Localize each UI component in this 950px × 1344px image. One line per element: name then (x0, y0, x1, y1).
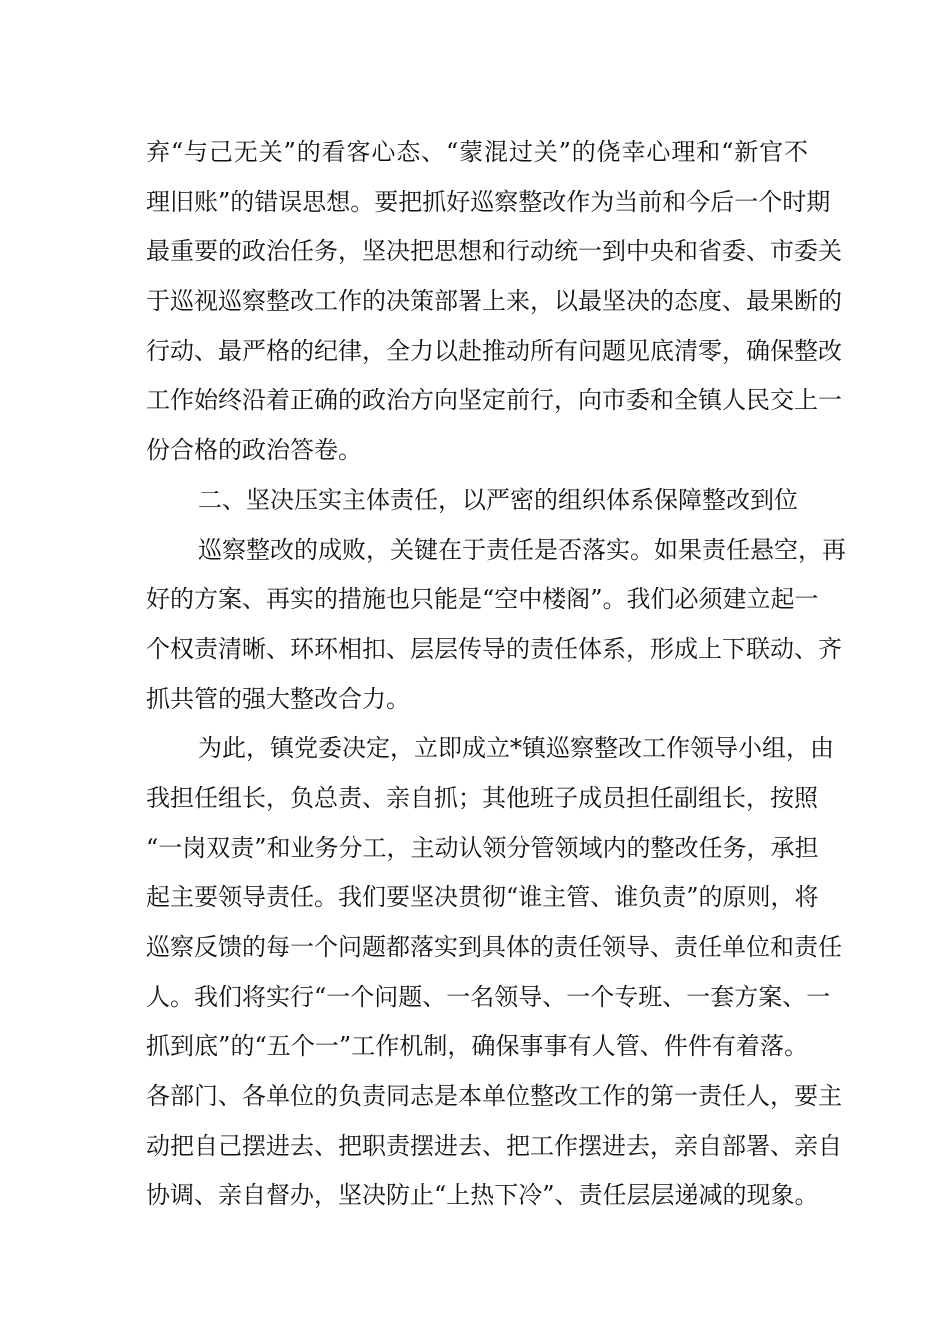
body-line: 巡察整改的成败，关键在于责任是否落实。如果责任悬空，再 (198, 535, 846, 564)
body-line: 起主要领导责任。我们要坚决贯彻“谁主管、谁负责”的原则，将 (146, 883, 819, 912)
body-line: 于巡视巡察整改工作的决策部署上来，以最坚决的态度、最果断的 (146, 287, 842, 316)
section-heading: 二、坚决压实主体责任，以严密的组织体系保障整改到位 (198, 485, 798, 514)
body-line: 抓到底”的“五个一”工作机制，确保事事有人管、件件有着落。 (146, 1032, 808, 1061)
body-line: 为此，镇党委决定，立即成立*镇巡察整改工作领导小组，由 (198, 734, 834, 763)
body-line: 个权责清晰、环环相扣、层层传导的责任体系，形成上下联动、齐 (146, 634, 842, 663)
body-line: 各部门、各单位的负责同志是本单位整改工作的第一责任人，要主 (146, 1082, 842, 1111)
body-line: 我担任组长，负总责、亲自抓；其他班子成员担任副组长，按照 (146, 783, 818, 812)
body-line: 人。我们将实行“一个问题、一名领导、一个专班、一套方案、一 (146, 982, 831, 1011)
body-line: 工作始终沿着正确的政治方向坚定前行，向市委和全镇人民交上一 (146, 386, 842, 415)
body-line: 弃“与己无关”的看客心态、“蒙混过关”的侥幸心理和“新官不 (146, 138, 808, 166)
body-line: 好的方案、再实的措施也只能是“空中楼阁”。我们必须建立起一 (146, 585, 819, 614)
document-body (146, 128, 846, 1221)
body-line: “一岗双责”和业务分工，主动认领分管领域内的整改任务，承担 (146, 833, 819, 862)
body-line: 份合格的政治答卷。 (146, 436, 362, 465)
body-line: 行动、最严格的纪律，全力以赴推动所有问题见底清零，确保整改 (146, 336, 842, 365)
body-line: 巡察反馈的每一个问题都落实到具体的责任领导、责任单位和责任 (146, 933, 842, 961)
body-line: 协调、亲自督办，坚决防止“上热下冷”、责任层层递减的现象。 (146, 1181, 819, 1210)
body-line: 理旧账”的错误思想。要把抓好巡察整改作为当前和今后一个时期 (146, 187, 831, 216)
body-line: 抓共管的强大整改合力。 (146, 684, 410, 713)
body-line: 最重要的政治任务，坚决把思想和行动统一到中央和省委、市委关 (146, 237, 842, 266)
body-line: 动把自己摆进去、把职责摆进去、把工作摆进去，亲自部署、亲自 (146, 1131, 842, 1160)
